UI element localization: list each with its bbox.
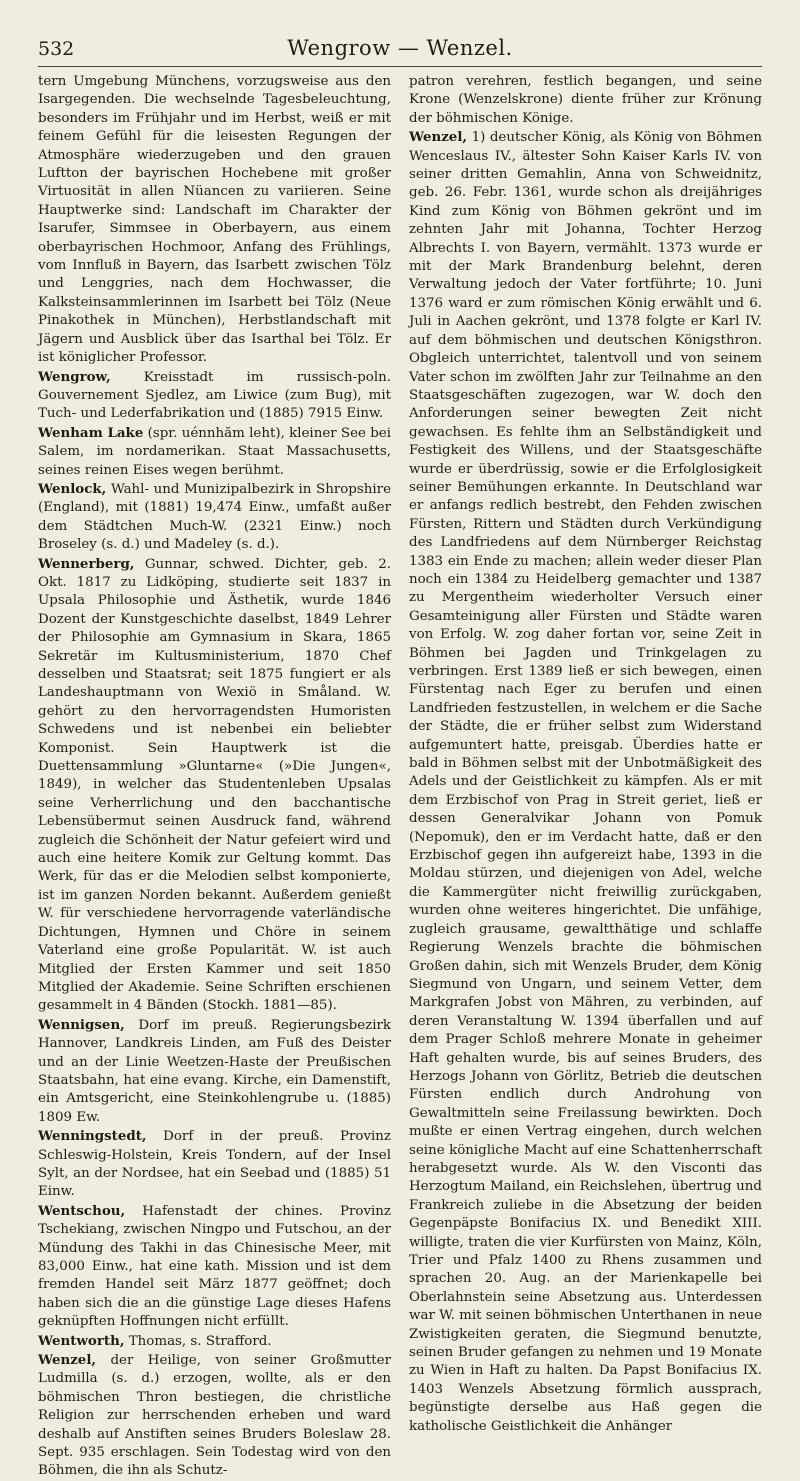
headword: Wenzel,: [38, 1352, 97, 1369]
right-column: [409, 73, 762, 1481]
page-number: 532: [38, 38, 75, 60]
headword: Wennigsen,: [38, 1016, 125, 1033]
text-columns: [38, 73, 762, 1481]
headword: Wentworth,: [38, 1332, 125, 1349]
entry-wentworth: Wentworth, Thomas, s. Strafford.: [38, 1332, 272, 1349]
entry-wentschou: Wentschou, Hafenstadt der chines. Provinz Tschekiang, zwischen Ningpo und Futschou, an der Mündung des Takhi in das Chinesische Meer, mit 83,000 Einw., hat eine kath. Mission und ist dem fremden Handel seit März 1877 geöffnet; doch haben sich die an die günstige Lage dieses Hafens geknüpften Hoffnungen nicht erfüllt.: [38, 1202, 391, 1330]
left-column: [38, 73, 391, 1481]
entry-wenham-lake: Wenham Lake (spr. uénnhăm leht), kleiner See bei Salem, im nordamerikan. Staat Massachusetts, seines reinen Eises wegen berühmt.: [38, 424, 391, 478]
entry-wenzel-saint: Wenzel, der Heilige, von seiner Großmutter Ludmilla (s. d.) erzogen, wollte, als er den böhmischen Thron bestiegen, die christliche Religion zur herrschenden erheben und ward deshalb auf Anstiften seines Bruders Boleslaw 28. Sept. 935 erschlagen. Sein Todestag wird von den Böhmen, die ihn als Schutz-: [38, 1352, 391, 1479]
entry-wennerberg: Wennerberg, Gunnar, schwed. Dichter, geb. 2. Okt. 1817 zu Lidköping, studierte seit 1837 in Upsala Philosophie und Ästhetik, wurde 1846 Dozent der Kunstgeschichte daselbst, 1849 Lehrer der Philosophie am Gymnasium in Skara, 1865 Sekretär im Kultusministerium, 1870 Chef desselben und Staatsrat; seit 1875 fungiert er als Landeshauptmann von Wexiö in Småland. W. gehört zu den hervorragendsten Humoristen Schwedens und ist nebenbei ein beliebter Komponist. Sein Hauptwerk ist die Duettensammlung »Gluntarne« (»Die Jungen«, 1849), in welcher das Studentenleben Upsalas seine Verherrlichung und den bacchantische Lebensübermut seinen Ausdruck fand, während zugleich die Schönheit der Natur gefeiert wird und auch eine heitere Komik zur Geltung kommt. Das Werk, für das er die Melodien selbst komponierte, ist im ganzen Norden bekannt. Außerdem genießt W. für verschiedene hervorragende vaterländische Dichtungen, Hymnen und Chöre in seinem Vaterland eine große Popularität. W. ist auch Mitglied der Ersten Kammer und seit 1850 Mitglied der Akademie. Seine Schriften erschienen gesammelt in 4 Bänden (Stockh. 1881—85).: [38, 555, 391, 1014]
entry-wengrow: Wengrow, Kreisstadt im russisch-poln. Gouvernement Sjedlez, am Liwice (zum Bug), mit Tuch- und Lederfabrikation und (1885) 7915 Einw.: [38, 368, 391, 422]
headword: Wennerberg,: [38, 555, 135, 572]
headword: Wengrow,: [38, 368, 111, 385]
headword: Wenningstedt,: [38, 1128, 147, 1145]
page-header: [38, 36, 762, 67]
headword: Wenham Lake: [38, 424, 144, 441]
headword: Wenlock,: [38, 480, 107, 497]
entry-wenningstedt: Wenningstedt, Dorf in der preuß. Provinz Schleswig-Holstein, Kreis Tondern, auf der Insel Sylt, an der Nordsee, hat ein Seebad und (1885) 51 Einw.: [38, 1128, 391, 1200]
entry-continuation: tern Umgebung Münchens, vorzugsweise aus den Isargegenden. Die wechselnde Tagesbeleuchtung, besonders im Frühjahr und im Herbst, weiß er mit feinem Gefühl für die leisesten Regungen der Atmosphäre wiederzugeben und den grauen Luftton der bayrischen Hochebene mit großer Virtuosität in allen Nüancen zu variieren. Seine Hauptwerke sind: Landschaft im Charakter der Isarufer, Simmsee in Oberbayern, aus einem oberbayrischen Hochmoor, Anfang des Frühlings, vom Innfluß in Bayern, das Isarbett zwischen Tölz und Lenggries, nach dem Hochwasser, die Kalksteinsammlerinnen im Isarbett bei Tölz (Neue Pinakothek in München), Herbstlandschaft mit Jägern und Ausblick über das Isarthal bei Tölz. Er ist königlicher Professor.: [38, 74, 391, 366]
entry-wennigsen: Wennigsen, Dorf im preuß. Regierungsbezirk Hannover, Landkreis Linden, am Fuß des Deister und an der Linie Weetzen-Haste der Preußischen Staatsbahn, hat eine evang. Kirche, ein Damenstift, ein Amtsgericht, eine Steinkohlengrube u. (1885) 1809 Ew.: [38, 1016, 391, 1125]
headword: Wenzel,: [409, 129, 468, 146]
entry-continuation: patron verehren, festlich begangen, und seine Krone (Wenzelskrone) diente früher zur Krönung der böhmischen Könige.: [409, 74, 762, 126]
headword: Wentschou,: [38, 1202, 126, 1219]
entry-wenlock: Wenlock, Wahl- und Munizipalbezirk in Shropshire (England), mit (1881) 19,474 Einw., umfaßt außer dem Städtchen Much-W. (2321 Einw.) noch Broseley (s. d.) und Madeley (s. d.).: [38, 480, 391, 553]
running-title: Wengrow — Wenzel.: [287, 36, 513, 60]
entry-wenzel-king: Wenzel, 1) deutscher König, als König von Böhmen Wenceslaus IV., ältester Sohn Kaiser Karls IV. von seiner dritten Gemahlin, Anna von Schweidnitz, geb. 26. Febr. 1361, wurde schon als dreijähriges Kind zum König von Böhmen gekrönt und im zehnten Jahr mit Johanna, Tochter Herzog Albrechts I. von Bayern, vermählt. 1373 wurde er mit der Mark Brandenburg belehnt, deren Verwaltung jedoch der Vater fortführte; 10. Juni 1376 ward er zum römischen König erwählt und 6. Juli in Aachen gekrönt, und 1378 folgte er Karl IV. auf dem böhmischen und deutschen Königsthron. Obgleich unterrichtet, talentvoll und von seinem Vater schon im zwölften Jahr zur Teilnahme an den Staatsgeschäften zugezogen, war W. doch den Anforderungen seiner bewegten Zeit nicht gewachsen. Es fehlte ihm an Selbständigkeit und Festigkeit des Willens, und der Staatsgeschäfte wurde er überdrüssig, sowie er die Erfolglosigkeit seiner Bemühungen erkannte. In Deutschland war er anfangs redlich bestrebt, den Fehden zwischen Fürsten, Rittern und Städten durch Verkündigung des Landfriedens auf dem Nürnberger Reichstag 1383 ein Ende zu machen; allein weder dieser Plan noch ein 1384 zu Heidelberg gemachter und 1387 zu Mergentheim wiederholter Versuch einer Gesamteinigung aller Fürsten und Städte waren von Erfolg. W. zog daher fortan vor, seine Zeit in Böhmen bei Jagden und Trinkgelagen zu verbringen. Erst 1389 ließ er sich bewegen, einen Fürstentag nach Eger zu berufen und einen Landfrieden festzustellen, in welchem er die Sache der Städte, die er früher selbst zum Widerstand aufgemuntert hatte, preisgab. Überdies hatte er bald in Böhmen selbst mit der Unbotmäßigkeit des Adels und der Geistlichkeit zu kämpfen. Als er mit dem Erzbischof von Prag in Streit geriet, ließ er dessen Generalvikar Johann von Pomuk (Nepomuk), den er im Verdacht hatte, daß er den Erzbischof gegen ihn aufgereizt habe, 1393 in die Moldau stürzen, und diejenigen von Adel, welche die Kammergüter nicht freiwillig zurückgaben, wurden ohne weiteres hingerichtet. Die unfähige, zugleich grausame, gewaltthätige und schlaffe Regierung Wenzels brachte die böhmischen Großen dahin, sich mit Wenzels Bruder, dem König Siegmund von Ungarn, und seinem Vetter, dem Markgrafen Jobst von Mähren, zu verbinden, auf deren Veranstaltung W. 1394 überfallen und auf dem Prager Schloß mehrere Monate in geheimer Haft gehalten wurde, bis auf seines Bruders, des Herzogs Johann von Görlitz, Betrieb die deutschen Fürsten endlich durch Androhung von Gewaltmitteln seine Freilassung bewirkten. Doch mußte er einen Vertrag eingehen, durch welchen seine königliche Macht auf eine Schattenherrschaft herabgesetzt wurde. Als W. den Visconti das Herzogtum Mailand, ein Reichslehen, übertrug und Frankreich zuliebe in die Absetzung der beiden Gegenpäpste Bonifacius IX. und Benedikt XIII. willigte, traten die vier Kurfürsten von Mainz, Köln, Trier und Pfalz 1400 zu Rhens zusammen und sprachen 20. Aug. an der Marienkapelle bei Oberlahnstein seine Absetzung aus. Unterdessen war W. mit seinen böhmischen Unterthanen in neue Zwistigkeiten geraten, die Siegmund benutzte, seinen Bruder gefangen zu nehmen und 19 Monate zu Wien in Haft zu halten. Da Papst Bonifacius IX. 1403 Wenzels Absetzung förmlich aussprach, begünstigte derselbe aus Haß gegen die katholische Geistlichkeit die Anhänger: [409, 129, 762, 1434]
